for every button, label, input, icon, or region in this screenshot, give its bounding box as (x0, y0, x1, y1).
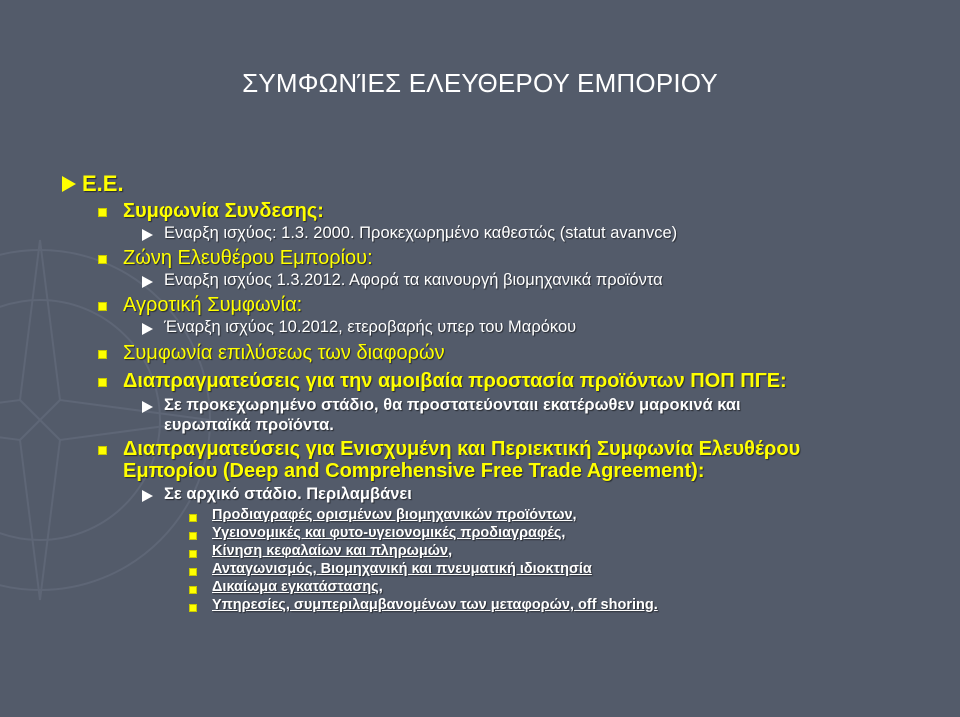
triangle-bullet-icon (142, 490, 153, 502)
bullet-item: Ζώνη Ελευθέρου Εμπορίου: (123, 247, 373, 269)
square-bullet-icon (189, 514, 197, 522)
square-bullet-icon (189, 568, 197, 576)
triangle-bullet-icon (142, 323, 153, 335)
square-bullet-icon (98, 378, 107, 387)
bullet-item: Σε προκεχωρημένο στάδιο, θα προστατεύονταιι εκατέρωθεν μαροκινά και (164, 396, 741, 414)
bullet-item: Εναρξη ισχύος: 1.3. 2000. Προκεχωρημένο καθεστώς (statut avanvce) (164, 224, 678, 242)
triangle-bullet-icon (142, 229, 153, 241)
bullet-item-continuation: ευρωπαϊκά προϊόντα. (164, 416, 334, 434)
bullet-item-continuation: Εμπορίου (Deep and Comprehensive Free Trade Agreement): (123, 460, 705, 482)
bullet-item: Συμφωνία Συνδεσης: (123, 200, 324, 222)
bullet-item: Ανταγωνισμός, Βιομηχανική και πνευματική ιδιοκτησία (212, 561, 592, 577)
square-bullet-icon (189, 550, 197, 558)
square-bullet-icon (98, 208, 107, 217)
bullet-item: Διαπραγματεύσεις για την αμοιβαία προστασία προϊόντων ΠΟΠ ΠΓΕ: (123, 370, 787, 392)
triangle-bullet-icon (142, 401, 153, 413)
bullet-item: Εναρξη ισχύος 1.3.2012. Αφορά τα καινουργή βιομηχανικά προϊόντα (164, 271, 663, 289)
square-bullet-icon (189, 532, 197, 540)
bullet-item: Συμφωνία επιλύσεως των διαφορών (123, 342, 445, 364)
square-bullet-icon (98, 302, 107, 311)
bullet-item: Ε.Ε. (82, 171, 124, 196)
bullet-item: Έναρξη ισχύος 10.2012, ετεροβαρής υπερ του Μαρόκου (164, 318, 577, 336)
square-bullet-icon (98, 255, 107, 264)
triangle-bullet-icon (62, 176, 76, 192)
bullet-item: Σε αρχικό στάδιο. Περιλαμβάνει (164, 485, 412, 503)
bullet-item: Κίνηση κεφαλαίων και πληρωμών, (212, 543, 453, 559)
slide-title: ΣΥΜΦΩΝΊΕΣ ΕΛΕΥΘΕΡΟΥ ΕΜΠΟΡΙΟΥ (242, 68, 718, 98)
bullet-item: Δικαίωμα εγκατάστασης, (212, 579, 383, 595)
square-bullet-icon (98, 446, 107, 455)
bullet-item: Προδιαγραφές ορισμένων βιομηχανικών προϊόντων, (212, 507, 577, 523)
square-bullet-icon (98, 350, 107, 359)
bullet-item: Αγροτική Συμφωνία: (123, 294, 303, 316)
bullet-item: Διαπραγματεύσεις για Ενισχυμένη και Περιεκτική Συμφωνία Ελευθέρου (123, 438, 801, 460)
square-bullet-icon (189, 604, 197, 612)
bullet-item: Υπηρεσίες, συμπεριλαμβανομένων των μεταφορών, off shoring. (212, 597, 658, 613)
square-bullet-icon (189, 586, 197, 594)
triangle-bullet-icon (142, 276, 153, 288)
bullet-item: Υγειονομικές και φυτο-υγειονομικές προδιαγραφές, (212, 525, 566, 541)
